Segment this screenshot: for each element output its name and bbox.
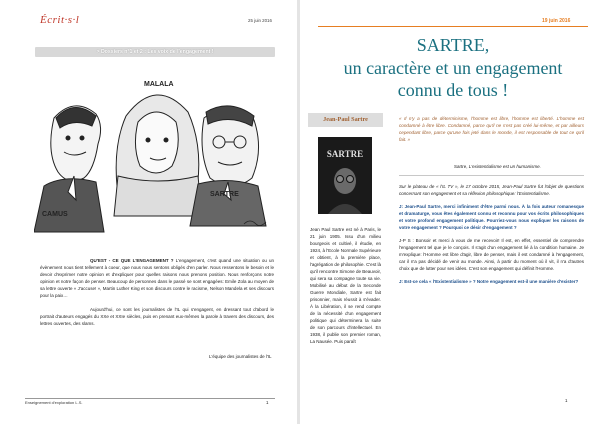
title-line-3: connu de tous ! xyxy=(397,80,509,100)
bio-sidebar xyxy=(308,113,383,403)
quote-author: Sartre, xyxy=(454,164,469,169)
title-line-1: SARTRE, xyxy=(416,35,490,55)
answer-1: J-P S : Bonsoir et merci à vous de me recevoir! Il est, en effet, essentiel de comprendre l'engagement tel que je le conçois. Il s'agit d'un engagement lié à la condition humaine. Je m'explique: l'Homme est libre d'agir, libre de penser, mais il est condamné à l'engagement, car il n'a pas décidé de venir au monde. Ainsi, à partir du moment où il vit, il n'a d'autres choix que de lutter pour ses idées. C'est son engagement qui définit l'Homme. xyxy=(399,237,584,271)
date-left: 25 juin 2016 xyxy=(248,18,272,23)
team-signature: L'équipe des journalistes de l'IL xyxy=(209,354,272,359)
title-line-2: un caractère et un engagement xyxy=(343,57,563,78)
quote-source xyxy=(454,164,541,169)
quote-work: L'existentialisme est un humanisme. xyxy=(468,164,541,169)
sartre-label: SARTRE xyxy=(210,191,239,198)
page-number-right: 1 xyxy=(565,398,568,403)
bio-text: Jean Paul Sartre est né à Paris, le 21 juin 1905. Issu d'un milieu bourgeois et cultivé, il étudie, en 1924, à l'Ecole Normale Supérieure et obtient, à la première place, l'agrégation de philosophie. C'est là qu'il rencontre Simone de Beauvoir, qui sera sa compagne toute sa vie. Mobilisé au début de la Seconde Guerre Mondiale, Sartre est fait prisonnier, mais réussit à s'évader. À la Libération, il se rend compte de la nécessité d'un engagement politique qui déterminera la suite de son parcours d'intellectuel. En 1938, il publie son premier roman, La Nausée. Puis paraît xyxy=(310,227,381,344)
footer-rule xyxy=(25,398,275,399)
intro-paragraph-1 xyxy=(40,258,274,300)
question-1: J: Jean-Paul Sartre, merci infiniment d'être parmi nous. À la fois auteur romanesque et dramaturge, vous êtes également connu et reconnu pour vos écrits philosophiques et votre profond engagement politique. Pourriez-vous nous expliquer les raisons de votre engagement ? Pourquoi ce désir d'engagement ? xyxy=(399,203,584,230)
page-number-left: 1 xyxy=(266,400,269,405)
sidebar-title: Jean-Paul Sartre xyxy=(308,113,383,127)
sartre-quote: « Il n'y a pas de déterminisme, l'homme est libre, l'homme est liberté. L'homme est condamné à être libre. Condamné, parce qu'il ne s'est pas créé lui-même, et par ailleurs cependant libre, parce qu'une fois jeté dans le monde, il est responsable de tout ce qu'il fait. » xyxy=(399,116,584,143)
brand-logo: Écrit·s·l xyxy=(40,14,80,26)
right-page xyxy=(300,0,600,424)
dossier-title: > Dossiers n°1 et 2 : Les voix de l'engagement ! xyxy=(96,49,214,55)
sartre-portrait xyxy=(318,137,372,214)
malala-figure xyxy=(114,95,202,216)
section-rule xyxy=(399,175,584,176)
intro-paragraph-2: Aujourd'hui, ce sont les journalistes de l'IL qui s'engagent, en dressant tout d'abord le portrait d'auteurs engagés du XXe et XXIe siècles, puis en prenant eux-mêmes la parole à travers des discours, des lettres ouvertes, des slams. xyxy=(40,306,274,326)
camus-label: CAMUS xyxy=(42,211,68,218)
interview-intro: Sur le plateau de « l'IL TV », le 17 octobre 2015, Jean-Paul Sartre fut l'objet de questions concernant son engagement et sa réflexion philosophique: l'Existentialisme. xyxy=(399,184,584,196)
article-title xyxy=(328,34,578,102)
interview-body xyxy=(399,184,584,292)
intro-lead: QU'EST - CE QUE L'ENGAGEMENT ? xyxy=(90,258,174,263)
date-right: 19 juin 2016 xyxy=(542,18,571,24)
malala-label: MALALA xyxy=(144,81,174,88)
portrait-caption: SARTRE xyxy=(326,149,364,159)
header-rule xyxy=(318,26,588,27)
intro-article xyxy=(40,258,274,335)
intro-text-1: L'engagement, c'est quand une situation ou un évènement nous tient tellement à coeur, que nous nous sentons obligés d'en parler. Nous ressentons le besoin et le devoir d'exprimer notre opinion et d'expliquer pour quelles raisons nous prenons position. Nous renforçons notre opinion et notre façon de penser. Beaucoup de personnes dans le passé se sont engagées: Emile Zola au moyen de sa lettre ouverte « J'accuse! », Martin Luther King et son discours contre le racisme, Nelson Mandela et ses discours pour la paix… xyxy=(40,258,274,298)
caricature-illustration xyxy=(34,66,272,234)
question-2: J: Est-ce cela « l'Existentialisme » ? Notre engagement est-il une manière d'exister? xyxy=(399,278,579,284)
left-page xyxy=(0,0,298,424)
sartre-figure xyxy=(190,106,266,226)
dossier-banner xyxy=(35,47,275,57)
footer-text: Enseignement d'exploration L.S. xyxy=(25,400,83,405)
